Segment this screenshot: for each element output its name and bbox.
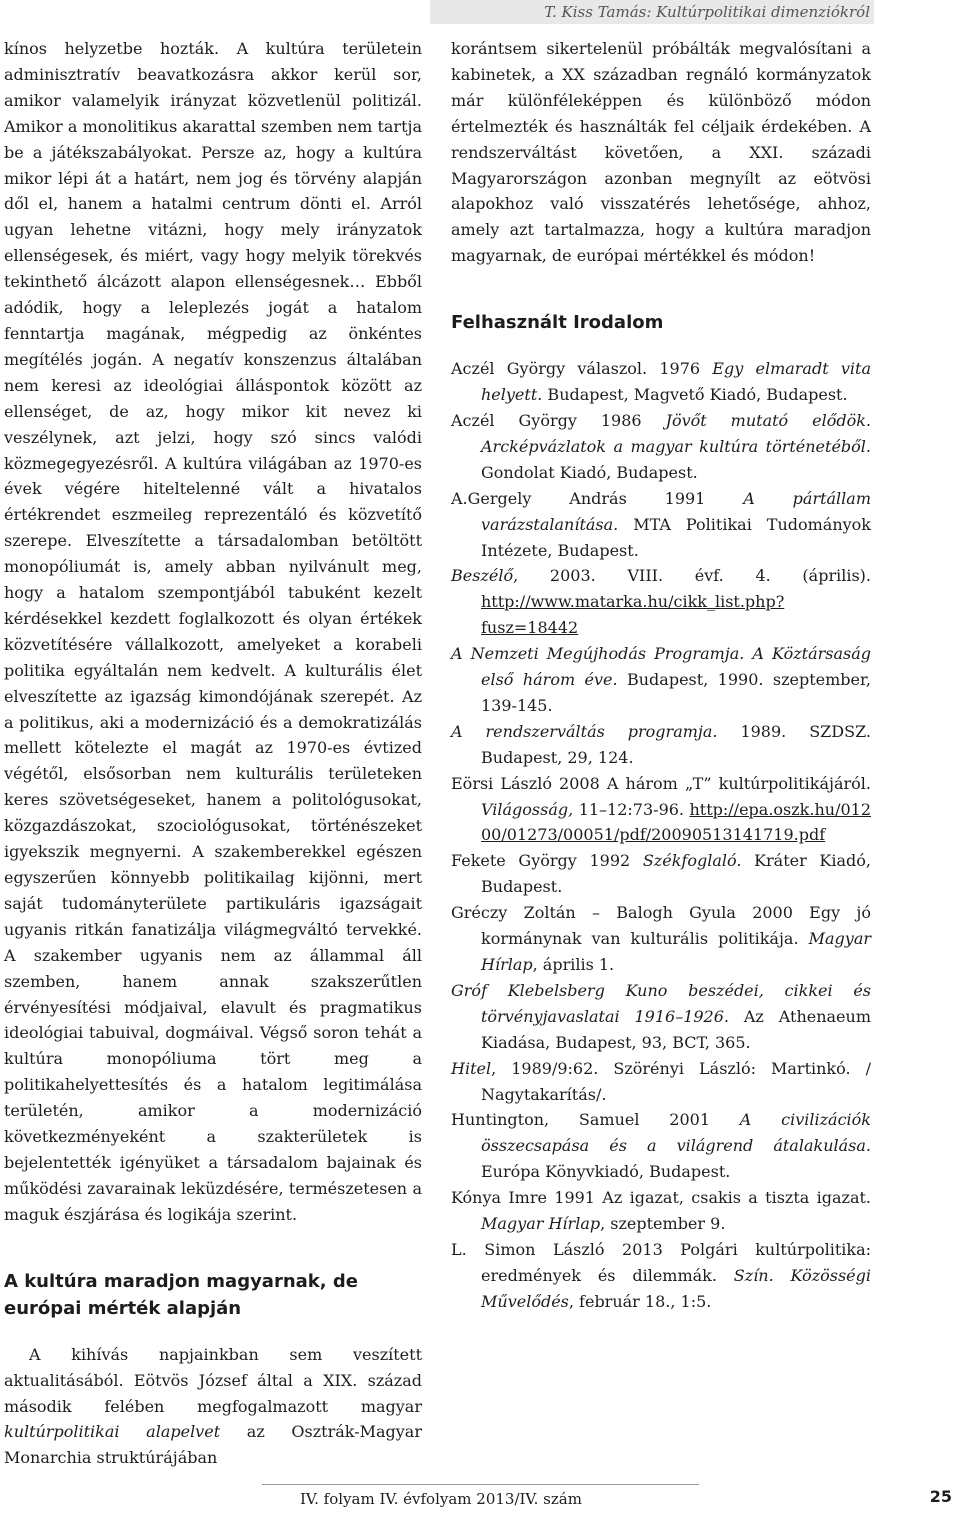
bibliography-entry bbox=[451, 408, 871, 486]
entry-title: A civilizációk összecsapása és a világrend átalakulása. bbox=[481, 1110, 871, 1156]
entry-text: 1989. SZDSZ. Budapest, 29, 124. bbox=[481, 721, 871, 767]
page-number: 25 bbox=[929, 1487, 952, 1506]
entry-text: A.Gergely András 1991 bbox=[451, 488, 744, 508]
entry-link[interactable]: http://www.matarka.hu/cikk_list.php?fusz=18442 bbox=[481, 592, 785, 638]
entry-text: Gréczy Zoltán – Balogh Gyula 2000 Egy jó kormánynak van kulturális politikája. bbox=[451, 903, 871, 949]
bibliography-entry bbox=[451, 356, 871, 408]
body-paragraph bbox=[4, 1342, 422, 1472]
entry-text: Huntington, Samuel 2001 bbox=[451, 1110, 740, 1130]
entry-text: Kráter Kiadó, Budapest. bbox=[481, 851, 871, 897]
right-column bbox=[451, 36, 871, 1315]
bibliography-entry bbox=[451, 848, 871, 900]
bibliography-entry bbox=[451, 563, 871, 641]
bibliography-entry bbox=[451, 1185, 871, 1237]
entry-text: MTA Politikai Tudományok Intézete, Budapest. bbox=[481, 514, 871, 560]
entry-text: L. Simon László 2013 Polgári kultúrpolitika: eredmények és dilemmák. bbox=[451, 1239, 871, 1285]
entry-title: Magyar Hírlap bbox=[481, 1214, 601, 1234]
bibliography-entry bbox=[451, 1056, 871, 1108]
entry-title: Jövőt mutató elődök. Arcképvázlatok a magyar kultúra történetéből. bbox=[481, 410, 872, 456]
body-paragraph: korántsem sikertelenül próbálták megvalósítani a kabinetek, a XX században regnáló kormányzatok már különféleképpen és különböző módon értelmezték és használták fel céljaik érdekében. A rendszerváltást követően, a XXI. századi Magyarországon azonban megnyílt az eötvösi alapokhoz való visszatérés lehetősége, ahhoz, amely azt tartalmazza, hogy a kultúra maradjon magyarnak, de európai mértékkel és módon! bbox=[451, 39, 871, 266]
entry-text: , 1989/9:62. Szörényi László: Martinkó. / Nagytakarítás/. bbox=[481, 1058, 871, 1104]
entry-text: Kónya Imre 1991 Az igazat, csakis a tiszta igazat. bbox=[451, 1188, 871, 1208]
entry-title: A rendszerváltás programja. bbox=[451, 721, 718, 741]
bibliography-heading: Felhasznált Irodalom bbox=[451, 312, 664, 334]
left-column bbox=[4, 36, 422, 1471]
entry-title: Gróf Klebelsberg Kuno beszédei, cikkei és törvényjavaslatai 1916–1926. bbox=[451, 980, 871, 1026]
entry-title: A Nemzeti Megújhodás Programja. A Köztársaság első három éve. bbox=[451, 644, 871, 690]
entry-text: Gondolat Kiadó, Budapest. bbox=[481, 462, 698, 482]
entry-text: , 2003. VIII. évf. 4. (április). bbox=[513, 566, 871, 586]
body-paragraph: kínos helyzetbe hozták. A kultúra területein adminisztratív beavatkozásra akkor kerül sor, amikor valamelyik irányzat közvetlenül politizál. Amikor a monolitikus akarattal szemben nem tartja be a játékszabályokat. Persze az, hogy a kultúra mikor lépi át a határt, nem jog és törvény alapján dől el, hanem a hatalmi centrum dönti el. Arról ugyan lehetne vitázni, hogy mely irányzatok ellenségesek, és miért, vagy hogy melyik törekvés tekinthető álcázott alapon ellenségesnek… Ebből adódik, hogy a leleplezés jogát a hatalom fenntartja magának, mégpedig az önkéntes megítélés jogán. A negatív konszenzus általában nem keresi az ideológiai álláspontok között az ellenséget, de az, hogy mikor kit nevez ki veszélynek, azt jelzi, hogy szó sincs valódi közmegegyezésről. A kultúra világában az 1970-es évek végére hiteltelenné vált a hivatalos értékrendet eszmeileg reprezentáló és közvetítő szerepe. Elveszítette a társadalomban betöltött monopóliumát is, amely abban nyilvánult meg, hogy a hatalom szempontjából tabuként kezelt kérdésekkel kezdett foglalkozott és olyan értékek közvetítésére vállalkozott, amelyeket a korabeli politika egyáltalán nem kedvelt. A kulturális élet elveszítette az igazság kimondójának szerepét. Az a politikus, aki a modernizáció és a demokratizálás mellett kötelezte el magát az 1970-es évtized végétől, elsősorban nem kulturális területeken keres szövetségeseket, hanem a politológusokat, közgazdászokat, szociológusokat, történészeket igyekszik megnyerni. A szakemberekkel egészen egyszerűen könnyebb politikailag kijönni, mert saját tudományterülete partikuláris igazságait ugyanis ritkán fanatizálja világmegváltó tervekké. A szakember ugyanis nem az állammal áll szemben, hanem annak szakszerűtlen érvényesítési módjaival, elavult és pragmatikus ideológiai tabuival, dogmáival. Végső soron tehát a kultúra monopóliuma tört meg a politikahelyettesítés és a hatalom legitimálása területén, amikor a modernizáció következményeként a szakterületek is bejelentették igényüket a társadalom bajainak és működési zavarainak leküzdésére, természetesen a maguk észjárása és logikája szerint. bbox=[4, 39, 422, 1224]
entry-text: , szeptember 9. bbox=[600, 1214, 726, 1234]
entry-title: Beszélő bbox=[451, 566, 514, 586]
entry-text: Budapest, Magvető Kiadó, Budapest. bbox=[542, 385, 848, 405]
bibliography-entry bbox=[451, 900, 871, 978]
entry-text: Fekete György 1992 bbox=[451, 851, 643, 871]
entry-title: Székfoglaló. bbox=[642, 851, 742, 871]
entry-text: Budapest, 1990. szeptember, 139-145. bbox=[481, 670, 871, 715]
footer-rule bbox=[262, 1484, 699, 1485]
entry-text: Aczél György válaszol. 1976 bbox=[451, 359, 713, 379]
paragraph-text: az Osztrák-Magyar Monarchia struktúrájában bbox=[4, 1422, 422, 1468]
bibliography-entry bbox=[451, 719, 871, 771]
bibliography-entry bbox=[451, 1237, 871, 1315]
entry-text: Európa Könyvkiadó, Budapest. bbox=[481, 1162, 731, 1182]
entry-title: Világosság, bbox=[481, 799, 574, 819]
entry-title: Szín. Közösségi Művelődés bbox=[481, 1265, 872, 1311]
entry-title: Hitel bbox=[451, 1058, 492, 1078]
section-heading: A kultúra maradjon magyarnak, de európai mérték alapján bbox=[4, 1270, 358, 1319]
entry-text: Eörsi László 2008 A három „T” kultúrpolitikájáról. bbox=[451, 773, 871, 793]
entry-text: Az Athenaeum Kiadása, Budapest, 93, BCT, 365. bbox=[481, 1006, 872, 1052]
bibliography-entry bbox=[451, 641, 871, 719]
bibliography-entry bbox=[451, 486, 871, 564]
entry-text: 11–12:73-96. bbox=[573, 799, 690, 819]
bibliography-list bbox=[451, 356, 871, 1315]
running-head bbox=[430, 0, 874, 24]
entry-text: Aczél György 1986 bbox=[451, 410, 666, 430]
bibliography-entry bbox=[451, 1107, 871, 1185]
footer-issue: IV. folyam IV. évfolyam 2013/IV. szám bbox=[300, 1490, 582, 1508]
entry-text: , február 18., 1:5. bbox=[568, 1291, 712, 1311]
paragraph-italic: kultúrpolitikai alapelvet bbox=[4, 1422, 221, 1442]
entry-link[interactable]: http://epa.oszk.hu/01200/01273/00051/pdf/20090513141719.pdf bbox=[481, 799, 871, 845]
entry-title: Magyar Hírlap bbox=[481, 929, 871, 974]
bibliography-entry bbox=[451, 978, 871, 1056]
entry-text: , április 1. bbox=[532, 955, 615, 974]
entry-title: Egy elmaradt vita helyett. bbox=[481, 359, 871, 405]
paragraph-text: A kihívás napjainkban sem veszített aktualitásából. Eötvös József által a XIX. század második felében megfogalmazott magyar bbox=[4, 1344, 422, 1416]
entry-title: A pártállam varázstalanítása. bbox=[481, 488, 871, 534]
bibliography-entry bbox=[451, 771, 871, 849]
running-title: T. Kiss Tamás: Kultúrpolitikai dimenziókról bbox=[544, 3, 870, 21]
